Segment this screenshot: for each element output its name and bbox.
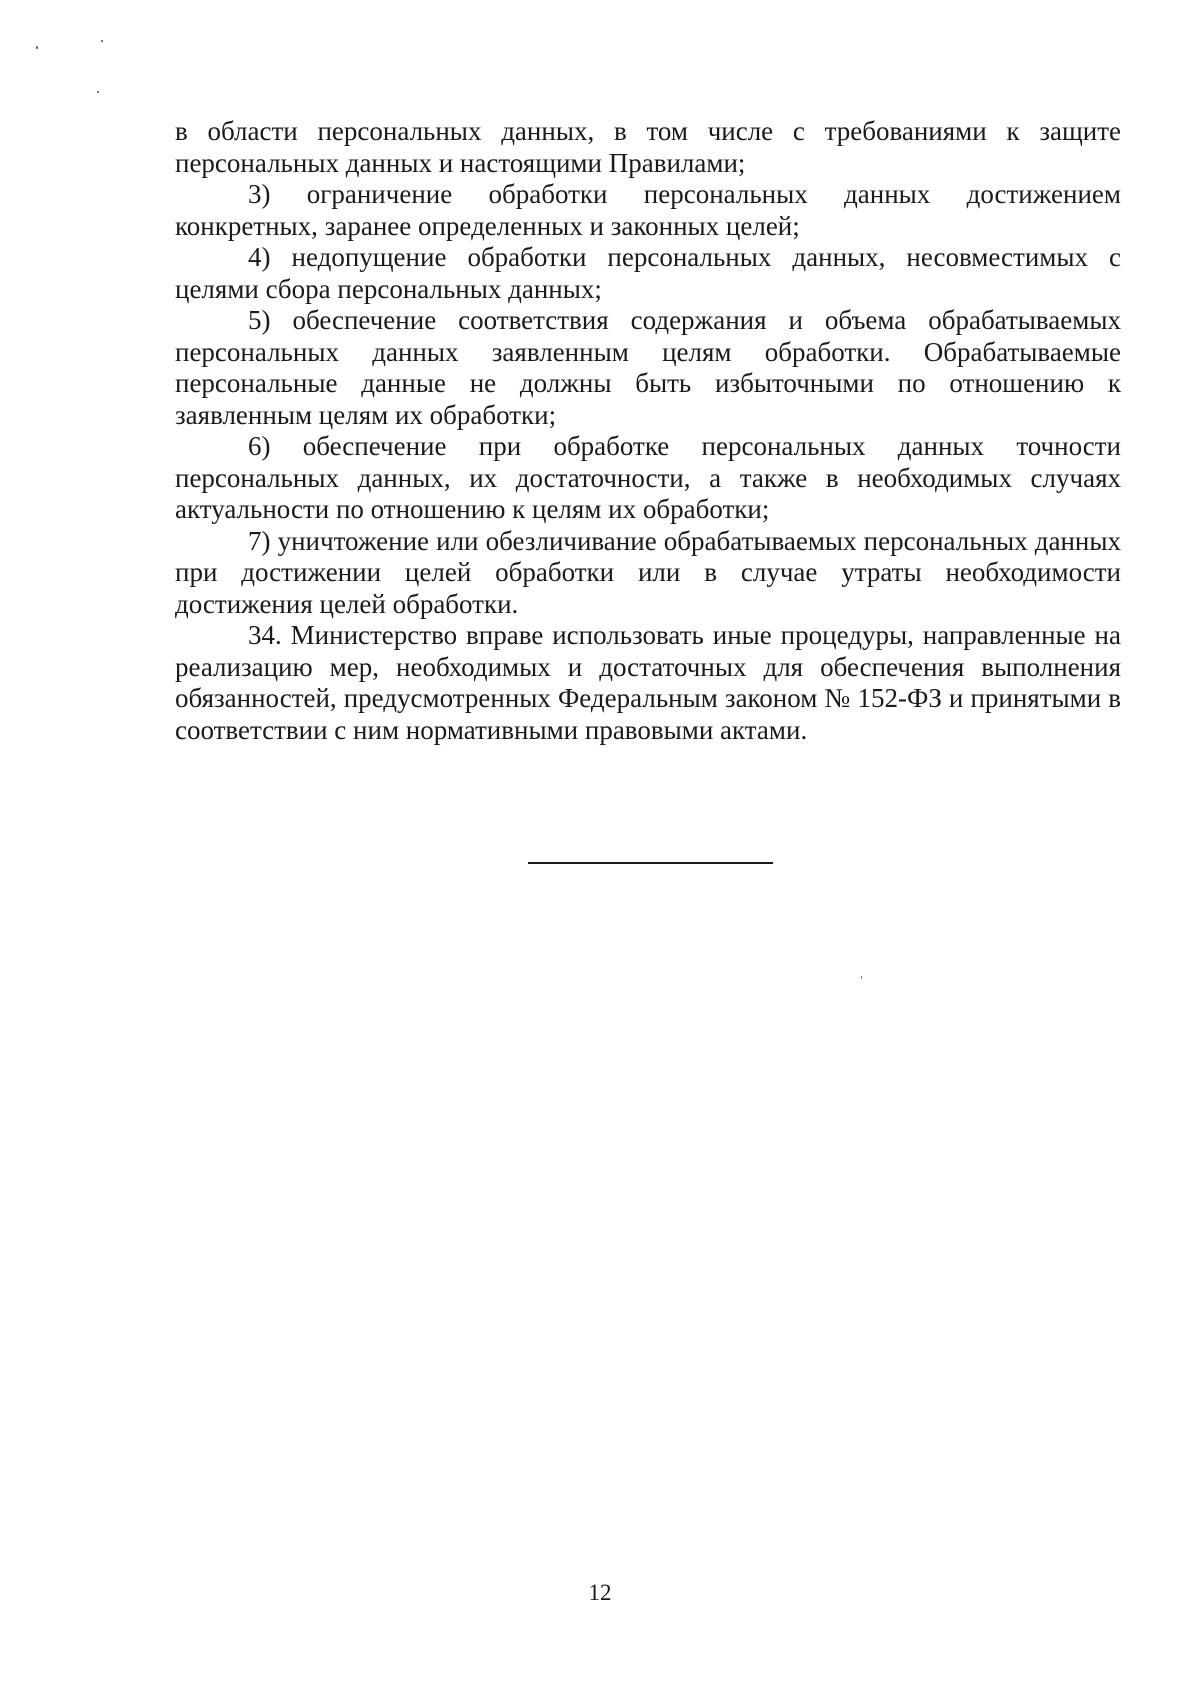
scan-speck [36,46,38,49]
scan-speck [861,976,862,979]
paragraph-clause-34: 34. Министерство вправе использовать иные процедуры, направленные на реализацию мер, необходимых и достаточных для обеспечения выполнения обязанностей, предусмотренных Федеральным законом № 152-ФЗ и принятыми в соответствии с ним нормативными правовыми актами. [175,620,1121,745]
paragraph-item-7: 7) уничтожение или обезличивание обрабатываемых персональных данных при достижении целей обработки или в случае утраты необходимости достижения целей обработки. [175,525,1121,619]
paragraph-item-4: 4) недопущение обработки персональных данных, несовместимых с целями сбора персональных данных; [175,242,1121,304]
paragraph-item-5: 5) обеспечение соответствия содержания и объема обрабатываемых персональных данных заявленным целям обработки. Обрабатываемые персональные данные не должны быть избыточными по отношению к заявленным целям их обработки; [175,305,1121,430]
paragraph-item-6: 6) обеспечение при обработке персональных данных точности персональных данных, их достаточности, а также в необходимых случаях актуальности по отношению к целям их обработки; [175,431,1121,524]
page-number: 12 [588,1580,612,1605]
closing-divider-line [528,862,773,864]
body-text [175,116,1121,746]
paragraph-item-3: 3) ограничение обработки персональных данных достижением конкретных, заранее определенных и законных целей; [175,179,1121,241]
scan-speck [97,91,99,93]
paragraph-continuation: в области персональных данных, в том числе с требованиями к защите персональных данных и настоящими Правилами; [175,116,1121,178]
scan-speck [101,40,103,42]
